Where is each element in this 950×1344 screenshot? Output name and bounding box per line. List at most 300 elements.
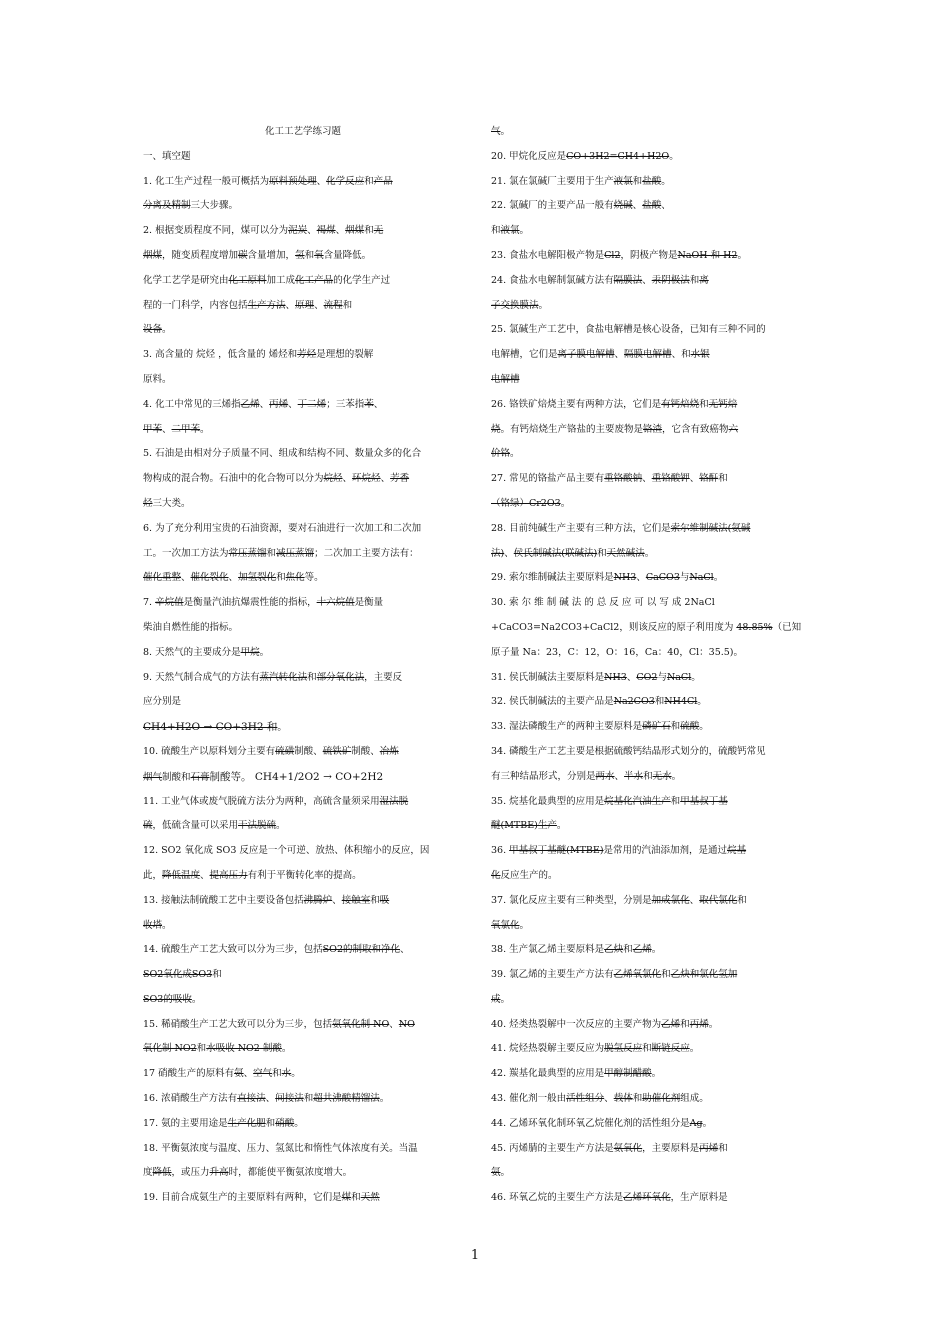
text-line xyxy=(491,368,811,393)
answer-text: 产品 xyxy=(373,175,393,187)
left-column xyxy=(143,120,463,1211)
question-text: 6. xyxy=(143,522,156,534)
question-text: 和 xyxy=(370,894,380,906)
question-text: 和 xyxy=(718,1142,728,1154)
text-line xyxy=(143,294,463,319)
question-text: 索 尔 维 制 碱 法 的 总 反 应 可 以 写 成 2NaCl xyxy=(509,597,715,609)
answer-text: 煤 xyxy=(341,1192,352,1204)
answer-text: NaOH 和 H2 xyxy=(677,249,738,261)
answer-text: 液氯 xyxy=(500,225,520,237)
answer-text: 无钙焙 xyxy=(708,398,738,410)
question-text: 。 xyxy=(560,497,571,509)
answer-text: 无 xyxy=(373,225,384,237)
answer-text: （铬绿）Cr2O3 xyxy=(491,497,561,509)
text-line xyxy=(143,1112,463,1137)
question-text: 烃类热裂解中一次反应的主要产物为 xyxy=(509,1018,662,1030)
question-text: 。 xyxy=(713,572,724,584)
question-text: 此， xyxy=(143,869,163,881)
question-text: 25. xyxy=(491,324,510,336)
answer-text: 价铬 xyxy=(491,448,511,460)
answer-text: 流程 xyxy=(323,299,343,311)
question-text: 甲烷化反应是 xyxy=(509,150,567,162)
answer-text: 电解槽 xyxy=(491,373,520,385)
answer-text: 丙烯 xyxy=(689,1018,709,1030)
answer-text: 冶炼 xyxy=(379,745,399,757)
answer-text: 乙炔 xyxy=(604,944,624,956)
answer-text: 加氢裂化 xyxy=(238,572,277,584)
text-line xyxy=(491,1037,811,1062)
question-text: 、 xyxy=(243,1068,254,1080)
answer-text: 芳香 xyxy=(390,473,410,485)
answer-text: 泥炭 xyxy=(288,225,308,237)
question-text: 烷基化最典型的应用是 xyxy=(509,795,605,807)
answer-text: 天然碱法 xyxy=(606,547,645,559)
question-text: 和 xyxy=(272,1068,282,1080)
answer-text: 气 xyxy=(491,126,501,137)
question-text: 46. xyxy=(491,1192,510,1204)
right-column xyxy=(491,120,811,1211)
answer-text: 设备 xyxy=(143,324,163,336)
text-line xyxy=(143,1037,463,1062)
question-text: 氯碱生产工艺中，食盐电解槽是核心设备，已知有三种不同的 xyxy=(509,324,766,336)
answer-text: 沸腾炉 xyxy=(303,894,333,906)
question-text: 8. xyxy=(143,646,156,658)
question-text: 湿法磷酸生产的两种主要原料是 xyxy=(509,721,643,733)
question-text: 和 xyxy=(670,721,681,733)
question-text: 平衡氨浓度与温度、压力、氢氮比和惰性气体浓度有关。当温 xyxy=(161,1142,418,1154)
question-text: 三大步骤。 xyxy=(190,200,239,212)
answer-text: 催化裂化 xyxy=(190,572,229,584)
question-text: 35. xyxy=(491,795,510,807)
question-text: 侯氏制碱法的主要产品是 xyxy=(509,696,614,708)
question-text: 稀硝酸生产工艺大致可以分为三步，包括 xyxy=(161,1018,333,1030)
text-line xyxy=(491,244,811,269)
text-line xyxy=(491,591,811,616)
question-text: 。 xyxy=(276,820,286,832)
question-text: 33. xyxy=(491,721,510,733)
question-text: 烷烃热裂解主要反应为 xyxy=(509,1043,605,1055)
question-text: 。有钙焙烧生产铬盐的主要废物是 xyxy=(500,423,644,435)
answer-text: 升高 xyxy=(209,1167,229,1179)
text-line xyxy=(143,963,463,988)
text-line xyxy=(143,889,463,914)
question-text: 石油是由相对分子质量不同、组成和结构不同、数量众多的化合 xyxy=(155,448,422,460)
answer-text: 隔膜法 xyxy=(613,274,643,286)
answer-text: 无水 xyxy=(652,770,672,782)
text-line xyxy=(143,467,463,492)
answer-text: 原理 xyxy=(295,299,315,311)
answer-text: 甲基叔丁基 xyxy=(680,795,728,807)
question-text: 12. xyxy=(143,845,162,857)
answer-text: 氨 xyxy=(234,1068,244,1080)
answer-text: 氢 xyxy=(295,249,305,261)
text-line xyxy=(143,1137,463,1162)
question-text: 28. xyxy=(491,522,510,534)
answer-text: 常压蒸馏 xyxy=(228,547,267,559)
question-text: 。 xyxy=(651,944,662,956)
answer-text: 离子膜电解槽 xyxy=(557,349,615,361)
question-text: 。 xyxy=(699,721,709,733)
text-line xyxy=(143,839,463,864)
text-line xyxy=(143,616,463,641)
question-text: +CaCO3=Na2CO3+CaCl2，则该反应的原子利用度为 xyxy=(491,621,737,633)
answer-text: 环烷烃 xyxy=(352,473,381,485)
text-line xyxy=(491,542,811,567)
answer-text: 水银 xyxy=(690,349,710,361)
question-text: 和 xyxy=(597,547,607,559)
question-text: 和 xyxy=(491,225,501,237)
question-text: 组成。 xyxy=(680,1093,709,1105)
question-text: 、 xyxy=(335,225,346,237)
text-line xyxy=(491,1186,811,1211)
text-line xyxy=(143,1087,463,1112)
answer-text: 提高压力 xyxy=(209,869,248,881)
text-line xyxy=(491,715,811,740)
text-line xyxy=(491,1137,811,1162)
text-line xyxy=(491,194,811,219)
question-text: 、 xyxy=(389,1018,399,1030)
text-line xyxy=(143,393,463,418)
text-line xyxy=(491,1062,811,1087)
question-text: 磷酸生产工艺主要是根据硫酸钙结晶形式划分的，硫酸钙常见 xyxy=(509,745,766,757)
answer-text: SO2的制取和净化 xyxy=(322,944,400,956)
question-text: 有三种结晶形式，分别是 xyxy=(491,770,596,782)
answer-text: 催化重整 xyxy=(143,572,182,584)
question-text: 43. xyxy=(491,1093,510,1105)
text-line xyxy=(143,269,463,294)
question-text: 和 xyxy=(689,274,700,286)
answer-text: 48.85% xyxy=(736,621,773,633)
question-text: 常见的铬盐产品主要有 xyxy=(509,473,605,485)
question-text: 。 xyxy=(294,1117,304,1129)
answer-text: 活性组分 xyxy=(566,1093,605,1105)
question-text: 、和 xyxy=(671,349,691,361)
answer-text: 水吸收 NO2 制酸 xyxy=(206,1043,282,1055)
answer-text: 烧碱 xyxy=(613,200,633,212)
text-line xyxy=(491,814,811,839)
question-text: 、 xyxy=(373,398,384,410)
answer-text: 降低温度 xyxy=(162,869,201,881)
question-text: 催化剂一般由 xyxy=(509,1093,567,1105)
text-line xyxy=(491,641,811,666)
answer-text: 甲基叔丁基醚(MTBE) xyxy=(509,845,604,857)
question-text: 31. xyxy=(491,671,510,683)
question-text: 。 xyxy=(519,919,530,931)
text-line xyxy=(143,1186,463,1211)
question-text: 氯化反应主要有三种类型，分别是 xyxy=(509,894,652,906)
question-text: ，主要原料是 xyxy=(642,1142,700,1154)
question-text: 17. xyxy=(143,1117,162,1129)
text-line xyxy=(491,666,811,691)
question-text: 。 xyxy=(737,249,747,261)
answer-text: 氨氧化制 NO xyxy=(332,1018,390,1030)
text-line xyxy=(143,442,463,467)
text-line xyxy=(491,690,811,715)
answer-text: 空气 xyxy=(253,1068,273,1080)
question-text: 、 xyxy=(181,572,191,584)
text-line xyxy=(143,194,463,219)
question-text: 天然气制合成气的方法有 xyxy=(155,671,260,683)
question-text: 、 xyxy=(636,572,646,584)
answer-text: 索尔维制碱法(氨碱 xyxy=(670,522,751,534)
question-text: 原料。 xyxy=(143,373,172,385)
answer-text: 减压蒸馏 xyxy=(276,547,315,559)
answer-text: 化工原料 xyxy=(228,274,267,286)
text-line xyxy=(143,343,463,368)
question-text: 和 xyxy=(303,1093,314,1105)
text-line xyxy=(143,988,463,1013)
question-text: 氯乙烯的主要生产方法有 xyxy=(509,969,614,981)
answer-text: 加成氯化 xyxy=(651,894,690,906)
text-line xyxy=(143,740,463,765)
answer-text: 碳 xyxy=(238,249,248,261)
question-text: 、 xyxy=(228,572,239,584)
answer-text: 液氯 xyxy=(613,175,633,187)
answer-text: 烟气 xyxy=(143,771,163,783)
answer-text: CH4+H2O → CO+3H2 和 xyxy=(143,721,278,734)
question-text: ，随变质程度增加 xyxy=(162,249,239,261)
question-text: 34. xyxy=(491,745,510,757)
question-text: 1. xyxy=(143,175,156,187)
answer-text: 烧 xyxy=(491,423,501,435)
answer-text: 甲醇制醋酸 xyxy=(604,1068,652,1080)
question-text: 44. xyxy=(491,1117,510,1129)
answer-text: 烟煤 xyxy=(143,249,163,261)
question-text: 和 xyxy=(661,969,671,981)
text-line xyxy=(491,988,811,1013)
answer-text: 盐酸 xyxy=(642,200,662,212)
text-line xyxy=(143,492,463,517)
question-text: 。 xyxy=(500,1167,511,1179)
answer-text: 氧氯化 xyxy=(491,919,520,931)
text-line xyxy=(491,1161,811,1186)
question-text: 食盐水电解阳极产物是 xyxy=(509,249,605,261)
right-question-list xyxy=(491,120,811,1211)
question-text: 。 xyxy=(691,671,701,683)
question-text: 铬铁矿焙烧主要有两种方法，它们是 xyxy=(509,398,662,410)
text-line xyxy=(491,318,811,343)
question-text: 羰基化最典型的应用是 xyxy=(509,1068,605,1080)
question-text: 是衡量 xyxy=(354,597,384,609)
answer-text: 硫 xyxy=(143,820,153,832)
question-text: 是理想的裂解 xyxy=(316,349,374,361)
question-text: 。 xyxy=(669,150,679,162)
answer-text: 十六烷值 xyxy=(316,597,355,609)
question-text: 29. xyxy=(491,572,510,584)
question-text: 和 xyxy=(643,770,653,782)
question-text: 、 xyxy=(307,225,317,237)
answer-text: 干法脱硫 xyxy=(238,820,277,832)
question-text: 24. xyxy=(491,274,510,286)
answer-text: 汞阴极法 xyxy=(651,274,690,286)
answer-text: 直接法 xyxy=(237,1093,266,1105)
answer-text: 助催化剂 xyxy=(642,1093,681,1105)
question-text: 目前纯碱生产主要有三种方法，它们是 xyxy=(509,522,671,534)
question-text: 。 xyxy=(538,299,549,311)
answer-text: 化 xyxy=(491,869,501,881)
question-text: 4. xyxy=(143,398,156,410)
question-text: 天然气的主要成分是 xyxy=(155,646,241,658)
question-text: 和 xyxy=(670,795,681,807)
question-text: 。 xyxy=(651,1068,662,1080)
question-text: SO2 氧化成 SO3 反应是一个可逆、放热、体积缩小的反应，因 xyxy=(161,845,430,857)
text-line xyxy=(143,170,463,195)
question-text: 、 xyxy=(162,423,172,435)
answer-text: 丁二烯 xyxy=(297,398,327,410)
answer-text: 芳烃 xyxy=(297,349,317,361)
text-line xyxy=(491,1112,811,1137)
answer-text: CaCO3 xyxy=(645,572,680,584)
question-text: 、 xyxy=(642,473,652,485)
question-text: 、 xyxy=(642,274,652,286)
question-text: 26. xyxy=(491,398,510,410)
text-line xyxy=(491,343,811,368)
answer-text: 氨氧化 xyxy=(613,1142,643,1154)
answer-text: 子交换膜法 xyxy=(491,299,539,311)
answer-text: 六 xyxy=(728,423,739,435)
question-text: 38. xyxy=(491,944,510,956)
answer-text: 湿法脱 xyxy=(379,795,409,807)
answer-text: 丙烯 xyxy=(699,1142,719,1154)
answer-text: 石膏 xyxy=(190,771,210,783)
answer-text: 接触室 xyxy=(341,894,371,906)
question-text: 和 xyxy=(307,671,317,683)
question-text: 。 xyxy=(281,1043,292,1055)
question-text: 5. xyxy=(143,448,156,460)
answer-text: 苯 xyxy=(364,398,374,410)
question-text: 。 xyxy=(519,225,530,237)
answer-text: 硫磺 xyxy=(275,745,295,757)
text-line xyxy=(143,368,463,393)
page-title: 化工工艺学练习题 xyxy=(264,126,341,137)
question-text: 电解槽，它们是 xyxy=(491,349,558,361)
question-text: 反应生产的。 xyxy=(500,869,558,881)
question-text: 。 xyxy=(162,919,172,931)
answer-text: 乙炔和氯化氢加 xyxy=(670,969,738,981)
text-line xyxy=(143,1161,463,1186)
answer-text: 水 xyxy=(281,1068,292,1080)
text-line xyxy=(491,219,811,244)
question-text: 、 xyxy=(342,473,353,485)
answer-text: 载体 xyxy=(613,1093,633,1105)
question-text: 18. xyxy=(143,1142,162,1154)
text-line xyxy=(143,938,463,963)
question-text: 。 xyxy=(708,1018,719,1030)
text-line xyxy=(491,566,811,591)
text-line xyxy=(143,1013,463,1038)
question-text: 17 硝酸生产的原料有 xyxy=(143,1068,235,1080)
question-text: 2. xyxy=(143,225,156,237)
answer-text: 烟煤 xyxy=(345,225,365,237)
question-text: 13. xyxy=(143,894,162,906)
question-text: 15. xyxy=(143,1018,162,1030)
text-line xyxy=(491,1087,811,1112)
question-text: 程的一门科学，内容包括 xyxy=(143,299,248,311)
question-text: 食盐水电解制氯碱方法有 xyxy=(509,274,614,286)
question-text: 。 xyxy=(556,820,567,832)
answer-text: 氧 xyxy=(314,249,324,261)
question-text: 和 xyxy=(654,696,665,708)
question-text: 高含量的 烷烃 ，低含量的 烯烃 xyxy=(155,349,288,361)
text-line xyxy=(491,269,811,294)
question-text: 9. xyxy=(143,671,156,683)
question-text: 和 xyxy=(718,473,728,485)
question-text: 化工中常见的三烯指 xyxy=(155,398,241,410)
text-line xyxy=(491,294,811,319)
text-line xyxy=(491,170,811,195)
question-text: 、 xyxy=(316,175,327,187)
question-text: 、 xyxy=(265,1093,276,1105)
answer-text: 降低 xyxy=(152,1167,172,1179)
question-text: 19. xyxy=(143,1192,162,1204)
answer-text: 天然 xyxy=(360,1192,380,1204)
question-text: 。 xyxy=(259,646,270,658)
question-text: （已知 xyxy=(772,621,802,633)
question-text: 时，都能使平衡氨浓度增大。 xyxy=(228,1167,353,1179)
question-text: 氨的主要用途是 xyxy=(161,1117,228,1129)
question-text: 、 xyxy=(314,299,324,311)
answer-text: NH4Cl xyxy=(664,696,698,708)
text-line xyxy=(491,442,811,467)
question-text: 。 xyxy=(689,1043,700,1055)
text-line xyxy=(491,839,811,864)
answer-text: 氧化制 NO2 xyxy=(143,1043,197,1055)
answer-text: CO2 xyxy=(636,671,658,683)
question-text: 。 xyxy=(162,324,172,336)
question-text: 有利于平衡转化率的提高。 xyxy=(247,869,362,881)
question-text: 浓硝酸生产方法有 xyxy=(161,1093,238,1105)
text-line xyxy=(143,790,463,815)
answer-text: 乙烯环氧化 xyxy=(623,1192,671,1204)
question-text: 、 xyxy=(626,671,637,683)
answer-text: 吸 xyxy=(379,894,390,906)
question-text: 氯在氯碱厂主要用于生产 xyxy=(509,175,614,187)
question-text: 和 xyxy=(276,572,286,584)
question-text: 。 xyxy=(510,448,520,460)
question-text: 。 xyxy=(500,126,511,137)
question-text: 、 xyxy=(400,944,410,956)
question-text: 。 xyxy=(191,993,202,1005)
answer-text: 间接法 xyxy=(275,1093,304,1105)
question-text: 原子量 Na：23，C：12，O：16，Ca：40，Cl：35.5)。 xyxy=(491,646,744,658)
answer-text: Na2CO3 xyxy=(613,696,655,708)
answer-text: 辛烷值 xyxy=(155,597,184,609)
question-text: ，它含有致癌物 xyxy=(662,423,729,435)
answer-text: 两水 xyxy=(595,770,615,782)
question-text: 与 xyxy=(679,572,690,584)
question-text: 、 xyxy=(614,349,625,361)
question-text: 和 xyxy=(632,1093,643,1105)
question-text: 三大类。 xyxy=(152,497,191,509)
question-text: 和 xyxy=(364,225,374,237)
text-line xyxy=(143,814,463,839)
answer-text: 收塔 xyxy=(143,919,163,931)
question-text: 42. xyxy=(491,1068,510,1080)
question-text: 接触法制硫酸工艺中主要设备包括 xyxy=(161,894,304,906)
answer-text: 重铬酸钠 xyxy=(604,473,643,485)
answer-text: SO3的吸收 xyxy=(143,993,192,1005)
question-text: 、 xyxy=(380,473,391,485)
answer-text: 乙烯 xyxy=(240,398,260,410)
question-text: 环氧乙烷的主要生产方法是 xyxy=(509,1192,624,1204)
answer-text: 丙烯 xyxy=(269,398,289,410)
answer-text: 烷基 xyxy=(727,845,747,857)
question-text: 11. xyxy=(143,795,162,807)
question-text: 制酸、 xyxy=(294,745,323,757)
answer-text: 断链反应 xyxy=(651,1043,690,1055)
question-text: 度 xyxy=(143,1167,153,1179)
answer-text: 成 xyxy=(491,993,501,1005)
